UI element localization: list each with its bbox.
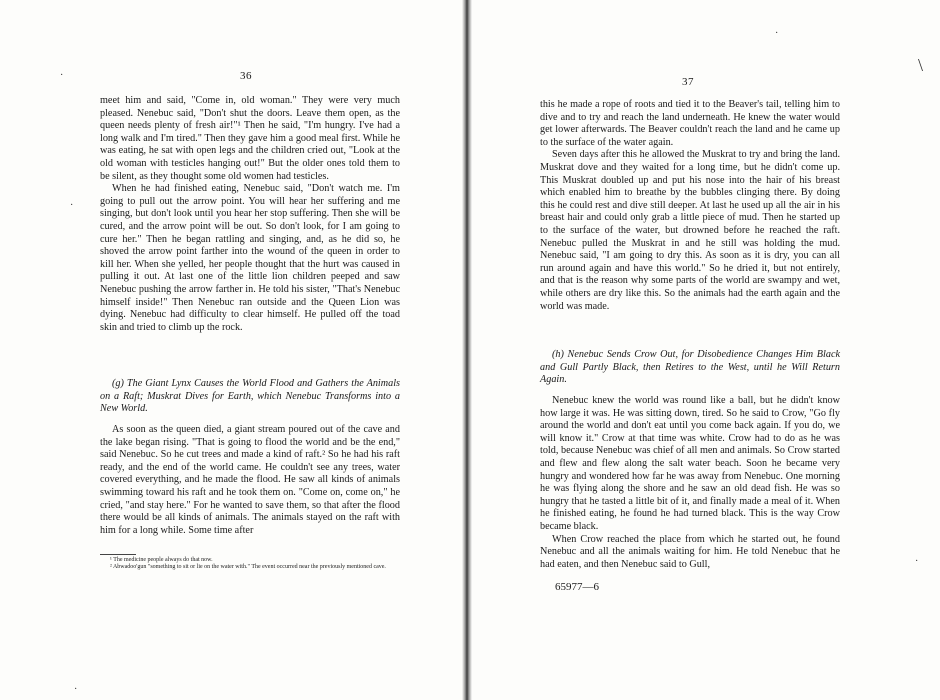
right-body-text-2 xyxy=(540,395,840,571)
page-number: 36 xyxy=(240,70,252,82)
right-page xyxy=(470,0,940,700)
footnote-rule xyxy=(100,554,136,555)
paragraph: Seven days after this he allowed the Muskrat to try and bring the land. Muskrat dove and they waited for a long time, but he didn't come up. This Muskrat doubled up and put his nose into the hair of his breast which enabled him to breathe by the bubbles clinging there. By doing this he could rest and dive still deeper. At last he used up all the air in his breast hair and could only grab a little piece of mud. Then he started up to the surface of the water, but drowned before he reached the raft. Nenebuc pulled the Muskrat in and he still was holding the mud. Nenebuc said, "I am going to dry this. As soon as it is dry, you can all run around again and have this world." So he dried it, but not entirely, and that is the reason why some parts of the world are swampy and wet, while others are dry like this. So the animals had the earth again and the world was made. xyxy=(540,149,840,312)
scan-line-mark: \ xyxy=(918,55,924,75)
paragraph: As soon as the queen died, a giant stream poured out of the cave and the lake began rising. "That is going to flood the world and be the end," said Nenebuc. So he cut trees and made a kind of raft.² So he had his raft ready, and the end of the world came. He couldn't see any trees, water covered everything, and he made the flood. He saw all kinds of animals swimming toward his raft and he took them on. "Come on, come on," he cried, "and stay here." For he wanted to save them, so that after the flood there would be all kinds of animals. The animals stayed on the raft with him for a long while. Some time after xyxy=(100,424,400,536)
paragraph: meet him and said, "Come in, old woman." They were very much pleased. Nenebuc said, "Don't shut the doors. Leave them open, as the queen needs plenty of fresh air!"¹ Then he said, "I'm hungry. I've had a long walk and I'm tired." Then they gave him a good meal first. While he was eating, he sat with open legs and the children cried out, "Look at the old woman with testicles hanging out!" But the older ones told them to be silent, as they thought some old women had testicles. xyxy=(100,95,400,182)
speck-mark: · xyxy=(775,28,779,39)
footnotes xyxy=(100,554,400,572)
left-body-text-2 xyxy=(100,424,400,537)
heading-text: (h) Nenebuc Sends Crow Out, for Disobedience Changes Him Black and Gull Partly Black, then Retires to the West, until he Will Return Again. xyxy=(540,349,840,386)
paragraph: this he made a rope of roots and tied it to the Beaver's tail, telling him to dive and to try and reach the land underneath. He knew the water would get lower afterwards. The Beaver couldn't reach the land and he came up to the surface of the water again. xyxy=(540,99,840,148)
left-body-text xyxy=(100,95,400,334)
footnote: ¹ The medicine people always do that now. xyxy=(110,557,213,563)
heading-text: (g) The Giant Lynx Causes the World Flood and Gathers the Animals on a Raft; Muskrat Dives for Earth, which Nenebuc Transforms into a New World. xyxy=(100,378,400,415)
printer-signature: 65977—6 xyxy=(555,581,599,593)
left-page xyxy=(0,0,466,700)
paragraph: When Crow reached the place from which he started out, he found Nenebuc and all the animals waiting for him. He told Nenebuc that he had eaten, and then Nenebuc said to Gull, xyxy=(540,533,840,570)
footnote: ² Abwadoo'gun "something to sit or lie on the water with." The event occurred near the previously mentioned cave. xyxy=(110,564,386,571)
section-heading-g xyxy=(100,378,400,416)
paragraph: When he had finished eating, Nenebuc said, "Don't watch me. I'm going to pull out the arrow point. You will hear her suffering and me singing, but don't look until you hear her stop suffering. Then she will be cured, and the arrow point will be out. So don't look, for I am going to cure her." Then he began rattling and singing, and, as he did so, he shoved the arrow point farther into the wound of the queen in order to kill her. When she yelled, her people thought that the hurt was caused in pulling it out. At last one of the little lion children peeped and saw Nenebuc pushing the arrow farther in. He told his sister, "That's Nenebuc himself inside!" Then Nenebuc ran outside and the Queen Lion was dying. Nenebuc had difficulty to clear himself. He pulled off the toad skin and tried to climb up the rock. xyxy=(100,183,400,333)
speck-mark: · xyxy=(74,684,78,695)
paragraph: Nenebuc knew the world was round like a ball, but he didn't know how large it was. He was sitting down, tired. So he said to Crow, "Go fly around the world and don't eat until you come back again. If you do, we will know it." Crow at that time was white. Crow had to do as he was told, because Nenebuc was chief of all men and animals. So Crow started and flew and flew along the salt water beach. Soon he became very hungry and wondered how far he was away from Nenebuc. One morning he was flying along the shore and he saw an old dead fish. He was so hungry that he tasted a little bit of it, and finally made a meal of it. When he finished eating, he found he had turned black. This is the way Crow became black. xyxy=(540,395,840,532)
page-number: 37 xyxy=(682,76,694,88)
speck-mark: · xyxy=(915,556,919,567)
speck-mark: · xyxy=(70,200,74,211)
section-heading-h xyxy=(540,349,840,387)
right-body-text xyxy=(540,99,840,313)
speck-mark: · xyxy=(60,70,64,81)
